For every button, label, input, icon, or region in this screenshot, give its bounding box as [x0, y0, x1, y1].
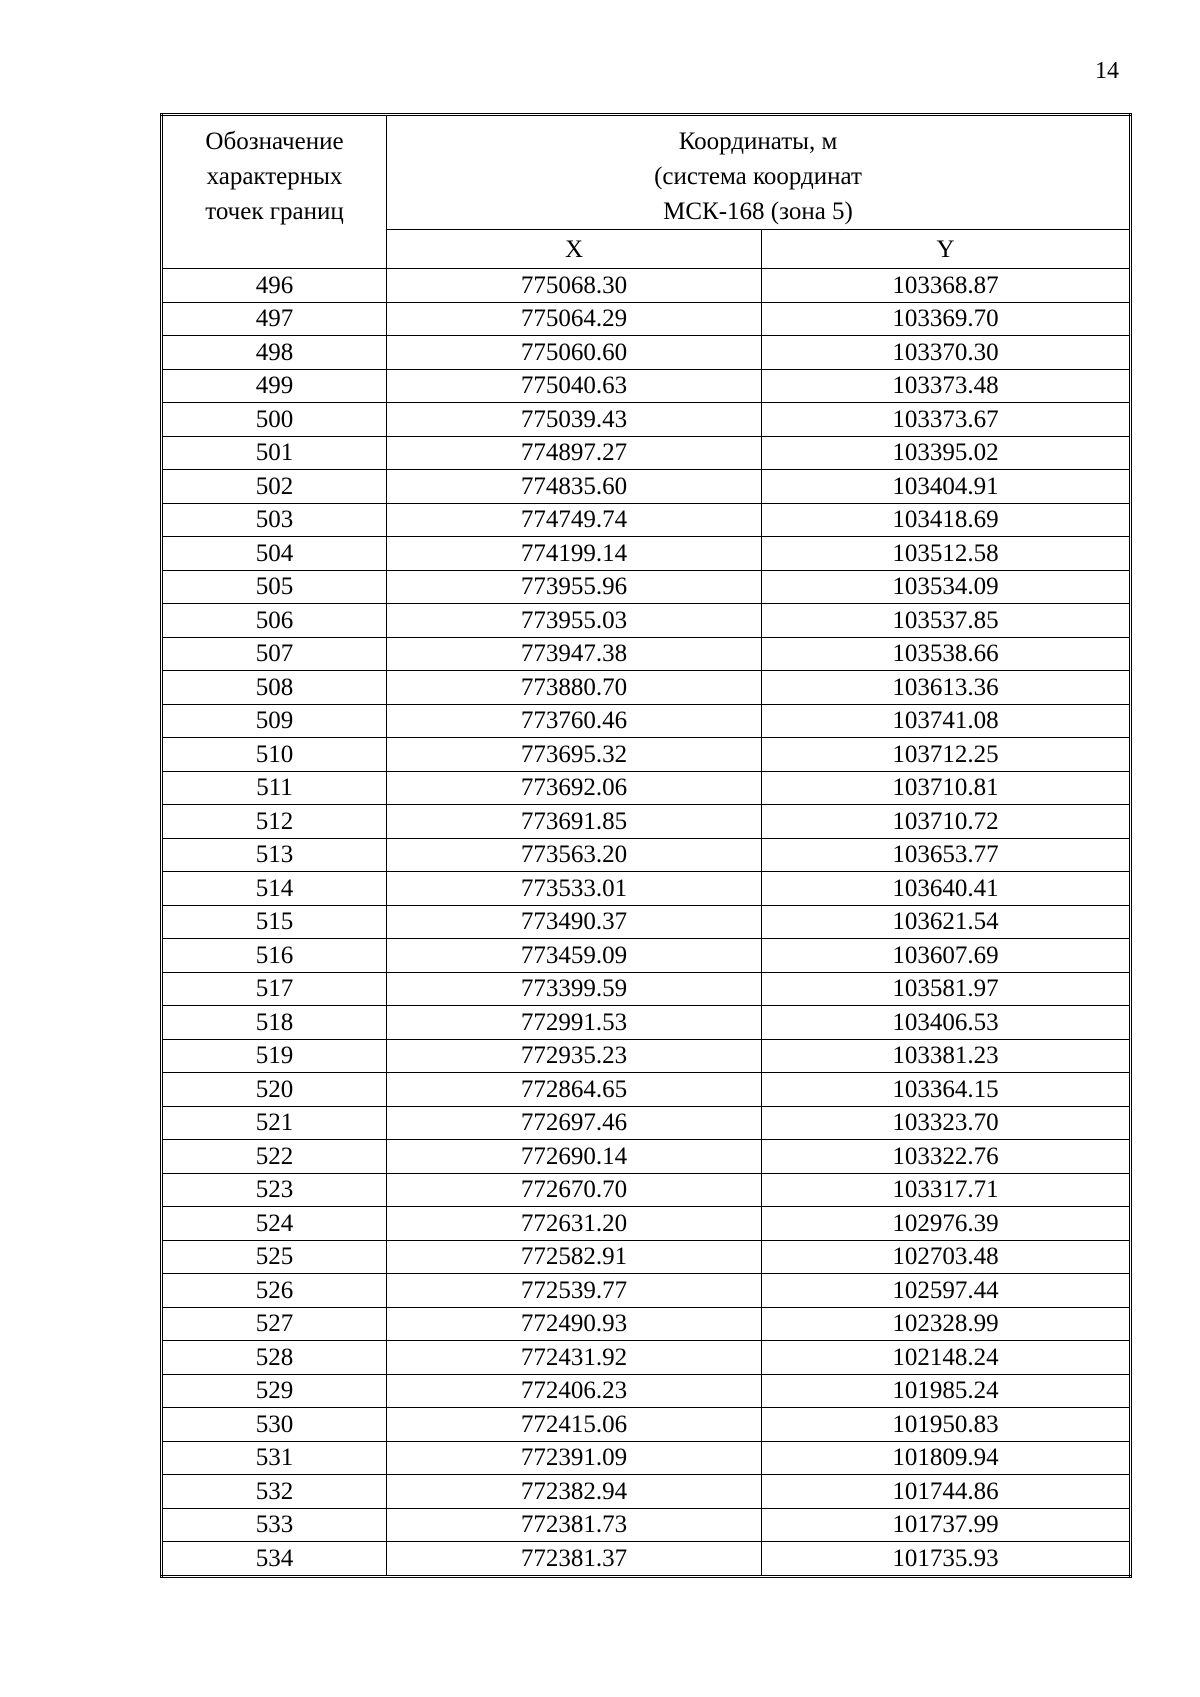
y-coordinate-cell: 103653.77 [762, 838, 1131, 872]
x-coordinate-cell: 772864.65 [387, 1073, 762, 1107]
y-coordinate-cell: 101744.86 [762, 1475, 1131, 1509]
table-row [162, 905, 1131, 939]
x-coordinate-cell: 775068.30 [387, 269, 762, 303]
x-coordinate-cell: 772539.77 [387, 1274, 762, 1308]
table-row [162, 872, 1131, 906]
point-number-cell: 534 [162, 1542, 387, 1577]
point-number-cell: 520 [162, 1073, 387, 1107]
point-number-cell: 499 [162, 369, 387, 403]
coordinates-header-line-1: Координаты, м [678, 128, 838, 155]
table-row [162, 336, 1131, 370]
x-coordinate-cell: 773955.03 [387, 604, 762, 638]
y-coordinate-cell: 103406.53 [762, 1006, 1131, 1040]
point-number-cell: 515 [162, 905, 387, 939]
table-row [162, 637, 1131, 671]
y-coordinate-cell: 103373.48 [762, 369, 1131, 403]
point-number-cell: 513 [162, 838, 387, 872]
table-row [162, 1240, 1131, 1274]
y-coordinate-cell: 103364.15 [762, 1073, 1131, 1107]
x-coordinate-cell: 773691.85 [387, 805, 762, 839]
table-row [162, 771, 1131, 805]
y-coordinate-cell: 103322.76 [762, 1140, 1131, 1174]
y-coordinate-cell: 103373.67 [762, 403, 1131, 437]
x-coordinate-cell: 772490.93 [387, 1307, 762, 1341]
point-number-cell: 511 [162, 771, 387, 805]
point-number-cell: 506 [162, 604, 387, 638]
point-number-cell: 510 [162, 738, 387, 772]
table-row [162, 1408, 1131, 1442]
table-row [162, 1073, 1131, 1107]
table-row [162, 1006, 1131, 1040]
table-row [162, 972, 1131, 1006]
point-number-cell: 522 [162, 1140, 387, 1174]
table-row [162, 1441, 1131, 1475]
y-coordinate-cell: 103418.69 [762, 503, 1131, 537]
x-coordinate-cell: 773880.70 [387, 671, 762, 705]
point-number-cell: 517 [162, 972, 387, 1006]
table-row [162, 939, 1131, 973]
x-coordinate-cell: 772935.23 [387, 1039, 762, 1073]
table-row [162, 1508, 1131, 1542]
y-coordinate-cell: 102597.44 [762, 1274, 1131, 1308]
y-coordinate-cell: 102148.24 [762, 1341, 1131, 1375]
point-number-cell: 497 [162, 302, 387, 336]
point-number-cell: 531 [162, 1441, 387, 1475]
x-coordinate-cell: 773695.32 [387, 738, 762, 772]
table-row [162, 403, 1131, 437]
point-number-cell: 509 [162, 704, 387, 738]
point-number-cell: 524 [162, 1207, 387, 1241]
y-coordinate-cell: 103323.70 [762, 1106, 1131, 1140]
point-number-cell: 527 [162, 1307, 387, 1341]
point-number-cell: 498 [162, 336, 387, 370]
y-coordinate-cell: 103710.81 [762, 771, 1131, 805]
point-number-cell: 500 [162, 403, 387, 437]
y-coordinate-cell: 103537.85 [762, 604, 1131, 638]
x-coordinate-cell: 775060.60 [387, 336, 762, 370]
coordinates-header [387, 115, 1131, 230]
x-coordinate-cell: 773692.06 [387, 771, 762, 805]
x-coordinate-cell: 772697.46 [387, 1106, 762, 1140]
point-number-cell: 521 [162, 1106, 387, 1140]
point-number-cell: 514 [162, 872, 387, 906]
x-coordinate-cell: 773533.01 [387, 872, 762, 906]
x-coordinate-cell: 772381.73 [387, 1508, 762, 1542]
y-coordinate-cell: 103381.23 [762, 1039, 1131, 1073]
y-coordinate-cell: 102976.39 [762, 1207, 1131, 1241]
table-row [162, 1475, 1131, 1509]
point-number-cell: 529 [162, 1374, 387, 1408]
y-coordinate-cell: 103317.71 [762, 1173, 1131, 1207]
table-row [162, 805, 1131, 839]
table-row [162, 503, 1131, 537]
x-coordinate-cell: 775064.29 [387, 302, 762, 336]
table-row [162, 1173, 1131, 1207]
table-row [162, 269, 1131, 303]
table-row [162, 1140, 1131, 1174]
y-header: Y [762, 230, 1131, 269]
y-coordinate-cell: 101985.24 [762, 1374, 1131, 1408]
y-coordinate-cell: 103534.09 [762, 570, 1131, 604]
x-coordinate-cell: 772381.37 [387, 1542, 762, 1577]
y-coordinate-cell: 103607.69 [762, 939, 1131, 973]
x-coordinate-cell: 775040.63 [387, 369, 762, 403]
y-coordinate-cell: 103538.66 [762, 637, 1131, 671]
table-row [162, 1374, 1131, 1408]
table-row [162, 671, 1131, 705]
designation-header-line-1: Обозначение [205, 128, 344, 155]
point-number-cell: 526 [162, 1274, 387, 1308]
x-coordinate-cell: 772391.09 [387, 1441, 762, 1475]
point-number-cell: 532 [162, 1475, 387, 1509]
point-number-cell: 518 [162, 1006, 387, 1040]
coordinates-header-line-2: (система координат [654, 163, 862, 190]
x-coordinate-cell: 775039.43 [387, 403, 762, 437]
y-coordinate-cell: 103621.54 [762, 905, 1131, 939]
y-coordinate-cell: 103741.08 [762, 704, 1131, 738]
y-coordinate-cell: 101950.83 [762, 1408, 1131, 1442]
x-coordinate-cell: 772670.70 [387, 1173, 762, 1207]
table-row [162, 604, 1131, 638]
x-coordinate-cell: 774835.60 [387, 470, 762, 504]
y-coordinate-cell: 103370.30 [762, 336, 1131, 370]
designation-header-line-3: точек границ [205, 198, 344, 225]
table-row [162, 1039, 1131, 1073]
x-coordinate-cell: 774897.27 [387, 436, 762, 470]
table-row [162, 369, 1131, 403]
point-number-cell: 523 [162, 1173, 387, 1207]
x-coordinate-cell: 772582.91 [387, 1240, 762, 1274]
point-number-cell: 516 [162, 939, 387, 973]
table-row [162, 537, 1131, 571]
point-number-cell: 496 [162, 269, 387, 303]
y-coordinate-cell: 103581.97 [762, 972, 1131, 1006]
x-coordinate-cell: 773459.09 [387, 939, 762, 973]
table-row [162, 570, 1131, 604]
y-coordinate-cell: 103404.91 [762, 470, 1131, 504]
y-coordinate-cell: 103395.02 [762, 436, 1131, 470]
table-row [162, 1106, 1131, 1140]
x-coordinate-cell: 772415.06 [387, 1408, 762, 1442]
x-coordinate-cell: 773947.38 [387, 637, 762, 671]
table-row [162, 1207, 1131, 1241]
point-number-cell: 530 [162, 1408, 387, 1442]
x-coordinate-cell: 773490.37 [387, 905, 762, 939]
table-row [162, 1542, 1131, 1577]
table-row [162, 1274, 1131, 1308]
point-number-cell: 519 [162, 1039, 387, 1073]
point-number-cell: 533 [162, 1508, 387, 1542]
designation-header [162, 115, 387, 269]
x-coordinate-cell: 772631.20 [387, 1207, 762, 1241]
table-row [162, 436, 1131, 470]
table-row [162, 738, 1131, 772]
y-coordinate-cell: 103712.25 [762, 738, 1131, 772]
x-coordinate-cell: 772382.94 [387, 1475, 762, 1509]
x-header: X [387, 230, 762, 269]
table-row [162, 1307, 1131, 1341]
table-row [162, 302, 1131, 336]
point-number-cell: 502 [162, 470, 387, 504]
y-coordinate-cell: 102328.99 [762, 1307, 1131, 1341]
x-coordinate-cell: 774749.74 [387, 503, 762, 537]
table-row [162, 470, 1131, 504]
point-number-cell: 525 [162, 1240, 387, 1274]
y-coordinate-cell: 103640.41 [762, 872, 1131, 906]
point-number-cell: 528 [162, 1341, 387, 1375]
point-number-cell: 504 [162, 537, 387, 571]
x-coordinate-cell: 772406.23 [387, 1374, 762, 1408]
x-coordinate-cell: 773563.20 [387, 838, 762, 872]
x-coordinate-cell: 773955.96 [387, 570, 762, 604]
point-number-cell: 508 [162, 671, 387, 705]
table-row [162, 1341, 1131, 1375]
x-coordinate-cell: 773399.59 [387, 972, 762, 1006]
point-number-cell: 507 [162, 637, 387, 671]
page-number: 14 [1095, 58, 1119, 84]
coordinates-table [160, 113, 1132, 1578]
point-number-cell: 503 [162, 503, 387, 537]
y-coordinate-cell: 101809.94 [762, 1441, 1131, 1475]
y-coordinate-cell: 103369.70 [762, 302, 1131, 336]
y-coordinate-cell: 103613.36 [762, 671, 1131, 705]
table-header-row [162, 115, 1131, 230]
y-coordinate-cell: 101737.99 [762, 1508, 1131, 1542]
x-coordinate-cell: 774199.14 [387, 537, 762, 571]
y-coordinate-cell: 102703.48 [762, 1240, 1131, 1274]
table-row [162, 838, 1131, 872]
x-coordinate-cell: 772431.92 [387, 1341, 762, 1375]
x-coordinate-cell: 772690.14 [387, 1140, 762, 1174]
x-coordinate-cell: 773760.46 [387, 704, 762, 738]
x-coordinate-cell: 772991.53 [387, 1006, 762, 1040]
designation-header-line-2: характерных [206, 163, 343, 190]
y-coordinate-cell: 103710.72 [762, 805, 1131, 839]
point-number-cell: 505 [162, 570, 387, 604]
y-coordinate-cell: 103368.87 [762, 269, 1131, 303]
point-number-cell: 501 [162, 436, 387, 470]
y-coordinate-cell: 101735.93 [762, 1542, 1131, 1577]
coordinates-header-line-3: МСК-168 (зона 5) [663, 198, 853, 225]
point-number-cell: 512 [162, 805, 387, 839]
y-coordinate-cell: 103512.58 [762, 537, 1131, 571]
table-row [162, 704, 1131, 738]
